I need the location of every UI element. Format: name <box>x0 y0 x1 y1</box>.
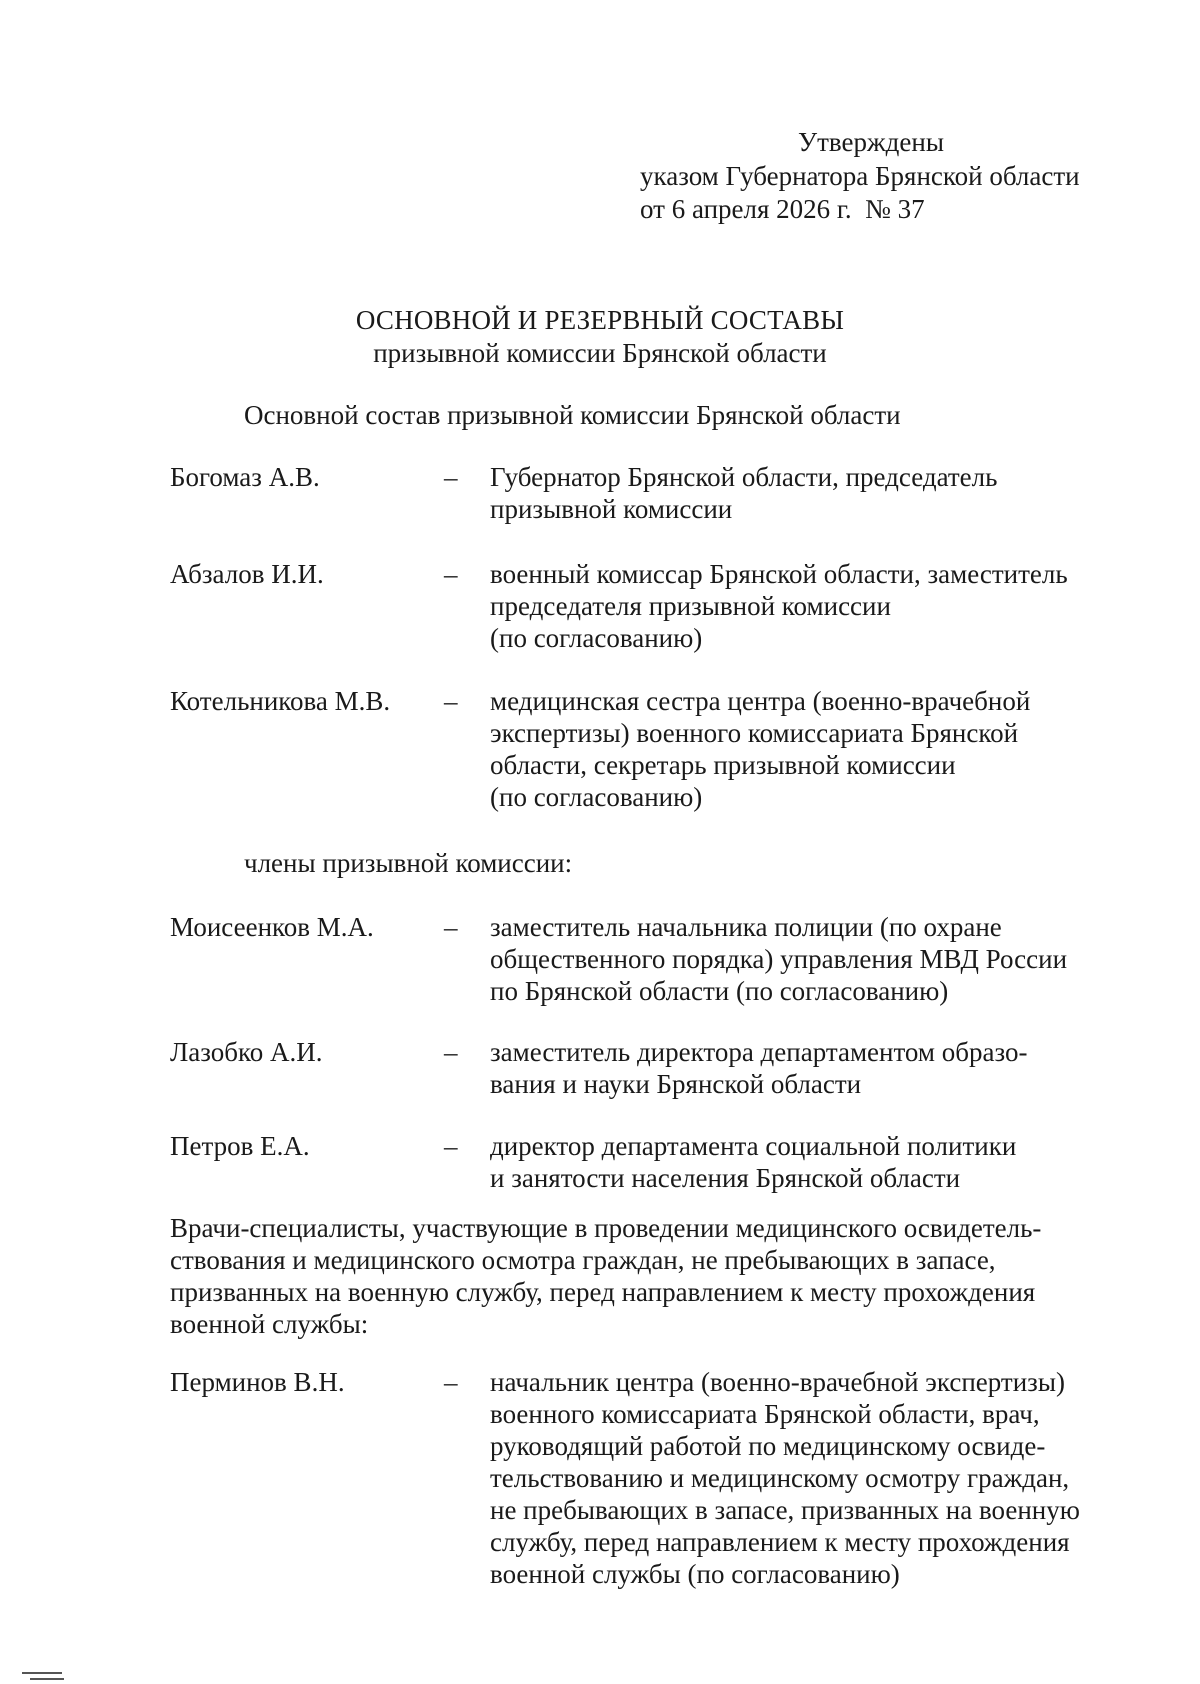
person-name: Богомаз А.В. <box>170 462 320 492</box>
approval-line-3: от 6 апреля 2026 г. № 37 <box>640 194 925 224</box>
person-name: Котельникова М.В. <box>170 686 391 716</box>
role-line: руководящий работой по медицинскому освиде- <box>490 1431 1046 1461</box>
dash-separator: – <box>444 1037 458 1067</box>
role-line: Губернатор Брянской области, председатель <box>490 462 998 492</box>
approval-line-2: указом Губернатора Брянской области <box>640 161 1080 191</box>
paragraph-line: Врачи-специалисты, участвующие в проведении медицинского освидетель- <box>170 1213 1042 1243</box>
person-name: Абзалов И.И. <box>170 559 324 589</box>
doctors-paragraph <box>170 1212 1110 1340</box>
dash-separator: – <box>444 1367 458 1397</box>
role-line: общественного порядка) управления МВД России <box>490 944 1068 974</box>
members-heading: члены призывной комиссии: <box>244 848 573 878</box>
role-line: военной службы (по согласованию) <box>490 1559 900 1589</box>
person-role <box>490 1036 1110 1100</box>
role-line: по Брянской области (по согласованию) <box>490 976 949 1006</box>
role-line: военного комиссариата Брянской области, врач, <box>490 1399 1040 1429</box>
dash-separator: – <box>444 1131 458 1161</box>
scan-speck <box>22 1672 62 1674</box>
person-name: Петров Е.А. <box>170 1131 310 1161</box>
role-line: заместитель директора департаментом образо- <box>490 1037 1028 1067</box>
paragraph-line: военной службы: <box>170 1309 369 1339</box>
role-line: призывной комиссии <box>490 494 733 524</box>
role-line: тельствованию и медицинскому осмотру граждан, <box>490 1463 1070 1493</box>
role-line: вания и науки Брянской области <box>490 1069 862 1099</box>
dash-separator: – <box>444 462 458 492</box>
document-subtitle: призывной комиссии Брянской области <box>373 338 827 368</box>
dash-separator: – <box>444 686 458 716</box>
person-role <box>490 911 1110 1007</box>
person-role <box>490 1366 1110 1590</box>
section-heading: Основной состав призывной комиссии Брянской области <box>244 400 901 430</box>
role-line: заместитель начальника полиции (по охране <box>490 912 1002 942</box>
person-role <box>490 1130 1110 1194</box>
person-name: Моисеенков М.А. <box>170 912 374 942</box>
scan-speck <box>30 1678 64 1680</box>
person-name: Перминов В.Н. <box>170 1367 345 1397</box>
role-line: службу, перед направлением к месту прохождения <box>490 1527 1070 1557</box>
approval-line-1: Утверждены <box>798 127 944 157</box>
dash-separator: – <box>444 912 458 942</box>
role-line: и занятости населения Брянской области <box>490 1163 961 1193</box>
role-line: военный комиссар Брянской области, заместитель <box>490 559 1068 589</box>
person-role <box>490 461 1110 525</box>
paragraph-line: призванных на военную службу, перед направлением к месту прохождения <box>170 1277 1036 1307</box>
role-line: (по согласованию) <box>490 782 703 812</box>
person-role <box>490 685 1110 813</box>
role-line: директор департамента социальной политики <box>490 1131 1017 1161</box>
role-line: не пребывающих в запасе, призванных на военную <box>490 1495 1080 1525</box>
document-title: ОСНОВНОЙ И РЕЗЕРВНЫЙ СОСТАВЫ <box>355 305 845 335</box>
role-line: медицинская сестра центра (военно-врачебной <box>490 686 1031 716</box>
paragraph-line: ствования и медицинского осмотра граждан, не пребывающих в запасе, <box>170 1245 996 1275</box>
role-line: председателя призывной комиссии <box>490 591 891 621</box>
role-line: начальник центра (военно-врачебной экспертизы) <box>490 1367 1065 1397</box>
person-name: Лазобко А.И. <box>170 1037 323 1067</box>
role-line: области, секретарь призывной комиссии <box>490 750 956 780</box>
dash-separator: – <box>444 559 458 589</box>
role-line: (по согласованию) <box>490 623 703 653</box>
person-role <box>490 558 1110 654</box>
role-line: экспертизы) военного комиссариата Брянской <box>490 718 1019 748</box>
